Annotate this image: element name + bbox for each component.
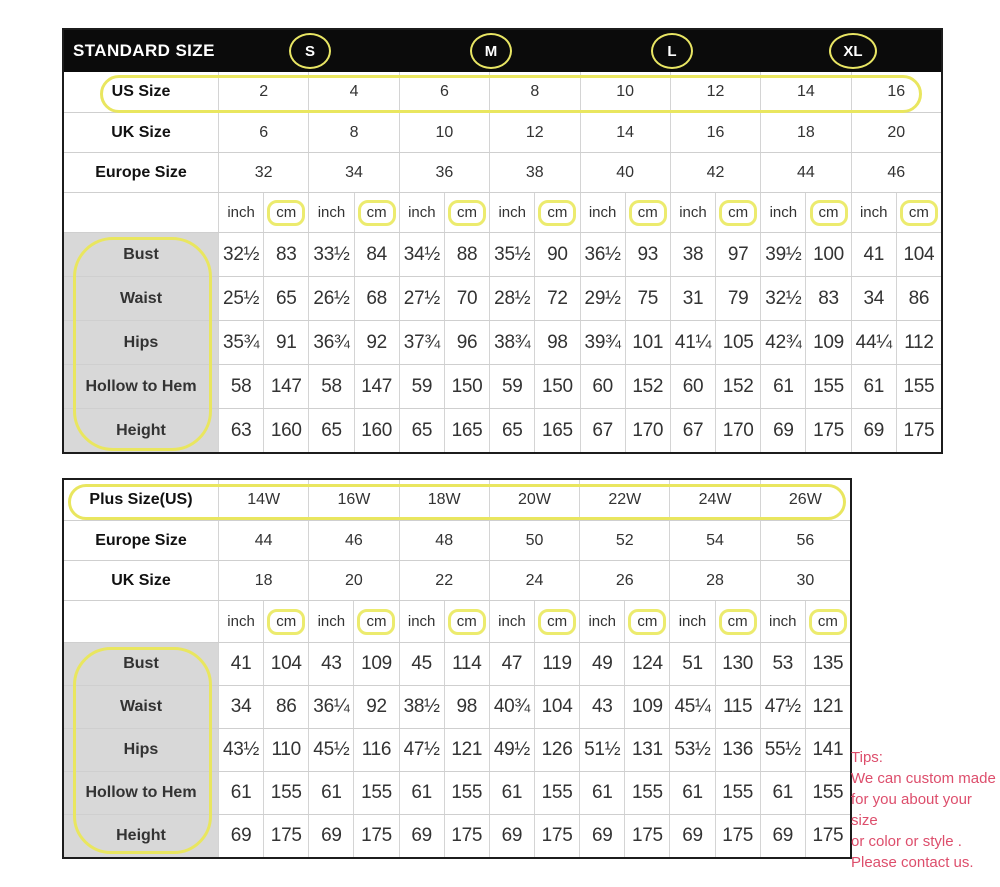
measure-inch-cell: 43 [579, 686, 624, 728]
measure-cm-cell: 83 [263, 233, 308, 276]
size-value-cell: 18W [399, 480, 489, 520]
row-label-uk-size: UK Size [111, 571, 171, 589]
measure-cm-cell: 92 [353, 686, 398, 728]
size-value-cell: 12 [489, 113, 579, 152]
measure-cm-cell: 135 [805, 643, 850, 685]
measure-inch-cell: 45½ [308, 729, 353, 771]
measure-cm-cell: 147 [263, 365, 308, 408]
measure-inch-cell: 25½ [218, 277, 263, 320]
size-row-uk-size [64, 112, 941, 152]
measure-cm-cell: 170 [715, 409, 760, 452]
tips-line: We can custom made [851, 770, 996, 787]
unit-cm-label [354, 193, 399, 232]
standard-size-header [64, 30, 941, 72]
measure-inch-cell: 69 [851, 409, 896, 452]
measure-cm-cell: 175 [805, 815, 850, 857]
size-value-cell: 54 [669, 521, 759, 560]
measure-inch-cell: 35½ [489, 233, 534, 276]
measure-inch-cell: 39¾ [580, 321, 625, 364]
measure-inch-cell: 36¾ [308, 321, 353, 364]
measure-cm-cell: 121 [805, 686, 850, 728]
size-value-cell: 46 [851, 153, 941, 192]
unit-cm-label [534, 193, 579, 232]
size-value-cell: 52 [579, 521, 669, 560]
size-value-cell: 36 [399, 153, 489, 192]
measure-inch-cell: 38 [670, 233, 715, 276]
measure-inch-cell: 61 [760, 772, 805, 814]
measure-inch-cell: 43 [308, 643, 353, 685]
row-label-bust: Bust [64, 643, 218, 685]
cm-highlight-badge: cm [448, 609, 486, 635]
measure-cm-cell: 175 [263, 815, 308, 857]
measure-cm-cell: 100 [805, 233, 850, 276]
measure-inch-cell: 69 [489, 815, 534, 857]
units-row-empty-label [64, 193, 218, 232]
measure-cm-cell: 86 [263, 686, 308, 728]
measure-cm-cell: 121 [444, 729, 489, 771]
measure-cm-cell: 150 [444, 365, 489, 408]
tips-note [851, 747, 999, 873]
measure-cm-cell: 130 [715, 643, 760, 685]
measure-cm-cell: 109 [805, 321, 850, 364]
measure-inch-cell: 28½ [489, 277, 534, 320]
cm-highlight-badge: cm [719, 609, 757, 635]
size-value-cell: 48 [399, 521, 489, 560]
size-value-cell: 24 [489, 561, 579, 600]
measure-inch-cell: 38½ [399, 686, 444, 728]
unit-inch-label: inch [489, 193, 534, 232]
measure-cm-cell: 155 [805, 772, 850, 814]
measure-cm-cell: 147 [354, 365, 399, 408]
measure-cm-cell: 110 [263, 729, 308, 771]
measure-inch-cell: 31 [670, 277, 715, 320]
measure-inch-cell: 61 [218, 772, 263, 814]
measure-cm-cell: 175 [715, 815, 760, 857]
unit-inch-label: inch [579, 601, 624, 642]
size-value-cell: 40 [580, 153, 670, 192]
measure-inch-cell: 61 [760, 365, 805, 408]
size-group-badge-l: L [651, 33, 693, 69]
measure-inch-cell: 59 [489, 365, 534, 408]
measure-cm-cell: 96 [444, 321, 489, 364]
measure-inch-cell: 65 [308, 409, 353, 452]
standard-size-rows [64, 72, 941, 452]
measure-inch-cell: 55½ [760, 729, 805, 771]
measure-cm-cell: 175 [353, 815, 398, 857]
measure-inch-cell: 61 [579, 772, 624, 814]
measure-cm-cell: 98 [534, 321, 579, 364]
unit-cm-label [534, 601, 579, 642]
measure-inch-cell: 61 [399, 772, 444, 814]
measure-cm-cell: 155 [715, 772, 760, 814]
measure-row-hips [64, 320, 941, 364]
unit-inch-label: inch [760, 601, 805, 642]
measure-cm-cell: 93 [625, 233, 670, 276]
size-group-badge-xl: XL [829, 33, 877, 69]
measure-cm-cell: 175 [805, 409, 850, 452]
size-row-plus-size-us [64, 480, 850, 520]
measure-cm-cell: 152 [715, 365, 760, 408]
tips-line: for you about your size [851, 791, 972, 829]
size-value-cell: 14 [580, 113, 670, 152]
measure-inch-cell: 47½ [760, 686, 805, 728]
measure-inch-cell: 41¼ [670, 321, 715, 364]
measure-cm-cell: 124 [624, 643, 669, 685]
size-value-cell: 38 [489, 153, 579, 192]
measure-inch-cell: 41 [218, 643, 263, 685]
measure-row-hollow-to-hem [64, 771, 850, 814]
measure-inch-cell: 69 [579, 815, 624, 857]
measure-inch-cell: 36¼ [308, 686, 353, 728]
measure-inch-cell: 33½ [308, 233, 353, 276]
cm-highlight-badge: cm [628, 609, 666, 635]
measure-cm-cell: 114 [444, 643, 489, 685]
measure-row-bust [64, 642, 850, 685]
measure-inch-cell: 69 [399, 815, 444, 857]
measure-inch-cell: 34½ [399, 233, 444, 276]
cm-highlight-badge: cm [629, 200, 667, 226]
measure-inch-cell: 34 [218, 686, 263, 728]
measure-inch-cell: 41 [851, 233, 896, 276]
cm-highlight-badge: cm [809, 609, 847, 635]
measure-inch-cell: 61 [308, 772, 353, 814]
measure-inch-cell: 49½ [489, 729, 534, 771]
measure-inch-cell: 49 [579, 643, 624, 685]
measure-inch-cell: 43½ [218, 729, 263, 771]
measure-cm-cell: 155 [263, 772, 308, 814]
measure-inch-cell: 69 [760, 409, 805, 452]
measure-cm-cell: 136 [715, 729, 760, 771]
measure-inch-cell: 61 [489, 772, 534, 814]
measure-inch-cell: 69 [308, 815, 353, 857]
measure-inch-cell: 26½ [308, 277, 353, 320]
measure-cm-cell: 152 [625, 365, 670, 408]
measure-inch-cell: 42¾ [760, 321, 805, 364]
measure-cm-cell: 116 [353, 729, 398, 771]
size-group-badge-m: M [470, 33, 512, 69]
measure-inch-cell: 53½ [669, 729, 714, 771]
standard-size-table [62, 28, 943, 454]
row-label-hips: Hips [64, 321, 218, 364]
measure-cm-cell: 175 [444, 815, 489, 857]
size-row-uk-size [64, 560, 850, 600]
unit-inch-label: inch [669, 601, 714, 642]
measure-cm-cell: 101 [625, 321, 670, 364]
measure-inch-cell: 53 [760, 643, 805, 685]
row-label-hips: Hips [64, 729, 218, 771]
measure-inch-cell: 36½ [580, 233, 625, 276]
measure-cm-cell: 115 [715, 686, 760, 728]
measure-cm-cell: 65 [263, 277, 308, 320]
size-value-cell: 26W [760, 480, 850, 520]
size-value-cell: 16W [308, 480, 398, 520]
measure-inch-cell: 47 [489, 643, 534, 685]
measure-inch-cell: 47½ [399, 729, 444, 771]
measure-cm-cell: 131 [624, 729, 669, 771]
size-value-cell: 12 [670, 72, 760, 112]
row-label-plus-size-us: Plus Size(US) [89, 491, 193, 508]
measure-row-height [64, 408, 941, 452]
size-row-europe-size [64, 520, 850, 560]
size-value-cell: 56 [760, 521, 850, 560]
measure-inch-cell: 45 [399, 643, 444, 685]
size-value-cell: 20W [489, 480, 579, 520]
cm-highlight-badge: cm [358, 200, 396, 226]
size-value-cell: 34 [308, 153, 398, 192]
measure-cm-cell: 104 [896, 233, 941, 276]
plus-size-rows [64, 480, 850, 857]
measure-cm-cell: 155 [534, 772, 579, 814]
measure-cm-cell: 175 [534, 815, 579, 857]
measure-cm-cell: 175 [624, 815, 669, 857]
measure-cm-cell: 98 [444, 686, 489, 728]
size-row-us-size [64, 72, 941, 112]
size-value-cell: 4 [308, 72, 398, 112]
size-value-cell: 44 [760, 153, 850, 192]
unit-inch-label: inch [760, 193, 805, 232]
row-label-europe-size: Europe Size [95, 531, 187, 549]
measure-inch-cell: 69 [669, 815, 714, 857]
measure-cm-cell: 155 [444, 772, 489, 814]
row-label-uk-size: UK Size [111, 123, 171, 141]
unit-cm-label [444, 193, 489, 232]
measure-inch-cell: 45¼ [669, 686, 714, 728]
unit-inch-label: inch [851, 193, 896, 232]
unit-inch-label: inch [308, 601, 353, 642]
measure-row-waist [64, 276, 941, 320]
measure-cm-cell: 79 [715, 277, 760, 320]
cm-highlight-badge: cm [267, 609, 305, 635]
size-value-cell: 24W [669, 480, 759, 520]
size-value-cell: 26 [579, 561, 669, 600]
measure-inch-cell: 40¾ [489, 686, 534, 728]
measure-inch-cell: 65 [399, 409, 444, 452]
cm-highlight-badge: cm [357, 609, 395, 635]
measure-inch-cell: 61 [669, 772, 714, 814]
measure-inch-cell: 59 [399, 365, 444, 408]
measure-inch-cell: 58 [218, 365, 263, 408]
measure-inch-cell: 32½ [218, 233, 263, 276]
unit-cm-label [715, 601, 760, 642]
size-value-cell: 28 [669, 561, 759, 600]
measure-cm-cell: 119 [534, 643, 579, 685]
size-value-cell: 6 [218, 113, 308, 152]
row-label-hollow-to-hem: Hollow to Hem [64, 772, 218, 814]
measure-cm-cell: 86 [896, 277, 941, 320]
row-label-height: Height [64, 815, 218, 857]
measure-inch-cell: 39½ [760, 233, 805, 276]
measure-cm-cell: 170 [625, 409, 670, 452]
unit-inch-label: inch [399, 193, 444, 232]
measure-cm-cell: 84 [354, 233, 399, 276]
size-value-cell: 30 [760, 561, 850, 600]
measure-cm-cell: 68 [354, 277, 399, 320]
size-value-cell: 10 [580, 72, 670, 112]
measure-inch-cell: 61 [851, 365, 896, 408]
measure-cm-cell: 109 [353, 643, 398, 685]
cm-highlight-badge: cm [538, 609, 576, 635]
measure-inch-cell: 37¾ [399, 321, 444, 364]
measure-inch-cell: 58 [308, 365, 353, 408]
measure-cm-cell: 104 [534, 686, 579, 728]
unit-cm-label [805, 193, 850, 232]
unit-inch-label: inch [399, 601, 444, 642]
unit-cm-label [805, 601, 850, 642]
unit-inch-label: inch [308, 193, 353, 232]
size-group-badge-s: S [289, 33, 331, 69]
unit-inch-label: inch [580, 193, 625, 232]
measure-cm-cell: 104 [263, 643, 308, 685]
unit-inch-label: inch [489, 601, 534, 642]
size-value-cell: 10 [399, 113, 489, 152]
size-value-cell: 8 [489, 72, 579, 112]
size-value-cell: 8 [308, 113, 398, 152]
measure-cm-cell: 105 [715, 321, 760, 364]
measure-inch-cell: 60 [580, 365, 625, 408]
cm-highlight-badge: cm [719, 200, 757, 226]
cm-highlight-badge: cm [900, 200, 938, 226]
size-value-cell: 22 [399, 561, 489, 600]
measure-row-height [64, 814, 850, 857]
measure-cm-cell: 141 [805, 729, 850, 771]
measure-inch-cell: 38¾ [489, 321, 534, 364]
measure-cm-cell: 83 [805, 277, 850, 320]
measure-inch-cell: 51 [669, 643, 714, 685]
measure-cm-cell: 150 [534, 365, 579, 408]
measure-row-waist [64, 685, 850, 728]
size-value-cell: 6 [399, 72, 489, 112]
measure-cm-cell: 155 [805, 365, 850, 408]
unit-cm-label [896, 193, 941, 232]
measure-inch-cell: 32½ [760, 277, 805, 320]
measure-cm-cell: 72 [534, 277, 579, 320]
plus-size-table [62, 478, 852, 859]
size-value-cell: 16 [851, 72, 941, 112]
unit-inch-label: inch [218, 601, 263, 642]
row-label-europe-size: Europe Size [95, 163, 187, 181]
unit-cm-label [353, 601, 398, 642]
size-value-cell: 46 [308, 521, 398, 560]
tips-title: Tips: [851, 749, 883, 766]
measure-inch-cell: 35¾ [218, 321, 263, 364]
measure-inch-cell: 34 [851, 277, 896, 320]
measure-cm-cell: 175 [896, 409, 941, 452]
row-label-waist: Waist [64, 686, 218, 728]
size-value-cell: 18 [760, 113, 850, 152]
measure-row-bust [64, 232, 941, 276]
units-row-empty-label [64, 601, 218, 642]
measure-inch-cell: 67 [670, 409, 715, 452]
measure-cm-cell: 165 [444, 409, 489, 452]
size-value-cell: 18 [218, 561, 308, 600]
row-label-waist: Waist [64, 277, 218, 320]
size-value-cell: 14 [760, 72, 850, 112]
measure-cm-cell: 160 [354, 409, 399, 452]
measure-inch-cell: 27½ [399, 277, 444, 320]
unit-cm-label [715, 193, 760, 232]
size-value-cell: 20 [308, 561, 398, 600]
measure-inch-cell: 63 [218, 409, 263, 452]
measure-cm-cell: 112 [896, 321, 941, 364]
measure-cm-cell: 155 [624, 772, 669, 814]
size-value-cell: 44 [218, 521, 308, 560]
measure-inch-cell: 51½ [579, 729, 624, 771]
unit-inch-label: inch [218, 193, 263, 232]
unit-cm-label [625, 193, 670, 232]
unit-cm-label [624, 601, 669, 642]
measure-inch-cell: 69 [760, 815, 805, 857]
measure-inch-cell: 29½ [580, 277, 625, 320]
cm-highlight-badge: cm [267, 200, 305, 226]
measure-cm-cell: 109 [624, 686, 669, 728]
measure-cm-cell: 97 [715, 233, 760, 276]
measure-inch-cell: 69 [218, 815, 263, 857]
measure-inch-cell: 44¼ [851, 321, 896, 364]
row-label-height: Height [64, 409, 218, 452]
cm-highlight-badge: cm [448, 200, 486, 226]
cm-highlight-badge: cm [810, 200, 848, 226]
size-value-cell: 16 [670, 113, 760, 152]
size-value-cell: 22W [579, 480, 669, 520]
size-row-europe-size [64, 152, 941, 192]
unit-cm-label [263, 193, 308, 232]
measure-cm-cell: 90 [534, 233, 579, 276]
units-row [64, 192, 941, 232]
size-value-cell: 14W [218, 480, 308, 520]
row-label-hollow-to-hem: Hollow to Hem [64, 365, 218, 408]
size-value-cell: 50 [489, 521, 579, 560]
measure-row-hollow-to-hem [64, 364, 941, 408]
standard-size-title: STANDARD SIZE [73, 41, 215, 60]
measure-inch-cell: 65 [489, 409, 534, 452]
measure-cm-cell: 160 [263, 409, 308, 452]
size-value-cell: 20 [851, 113, 941, 152]
units-row [64, 600, 850, 642]
measure-inch-cell: 60 [670, 365, 715, 408]
measure-cm-cell: 91 [263, 321, 308, 364]
measure-cm-cell: 165 [534, 409, 579, 452]
size-value-cell: 2 [218, 72, 308, 112]
size-value-cell: 42 [670, 153, 760, 192]
measure-inch-cell: 67 [580, 409, 625, 452]
unit-cm-label [444, 601, 489, 642]
size-value-cell: 32 [218, 153, 308, 192]
row-label-bust: Bust [64, 233, 218, 276]
unit-inch-label: inch [670, 193, 715, 232]
cm-highlight-badge: cm [538, 200, 576, 226]
measure-cm-cell: 88 [444, 233, 489, 276]
measure-cm-cell: 75 [625, 277, 670, 320]
measure-row-hips [64, 728, 850, 771]
unit-cm-label [263, 601, 308, 642]
tips-line: or color or style . [851, 833, 962, 850]
row-label-us-size: US Size [111, 83, 171, 100]
tips-line: Please contact us. [851, 854, 974, 871]
measure-cm-cell: 155 [896, 365, 941, 408]
measure-cm-cell: 70 [444, 277, 489, 320]
measure-cm-cell: 155 [353, 772, 398, 814]
measure-cm-cell: 92 [354, 321, 399, 364]
measure-cm-cell: 126 [534, 729, 579, 771]
